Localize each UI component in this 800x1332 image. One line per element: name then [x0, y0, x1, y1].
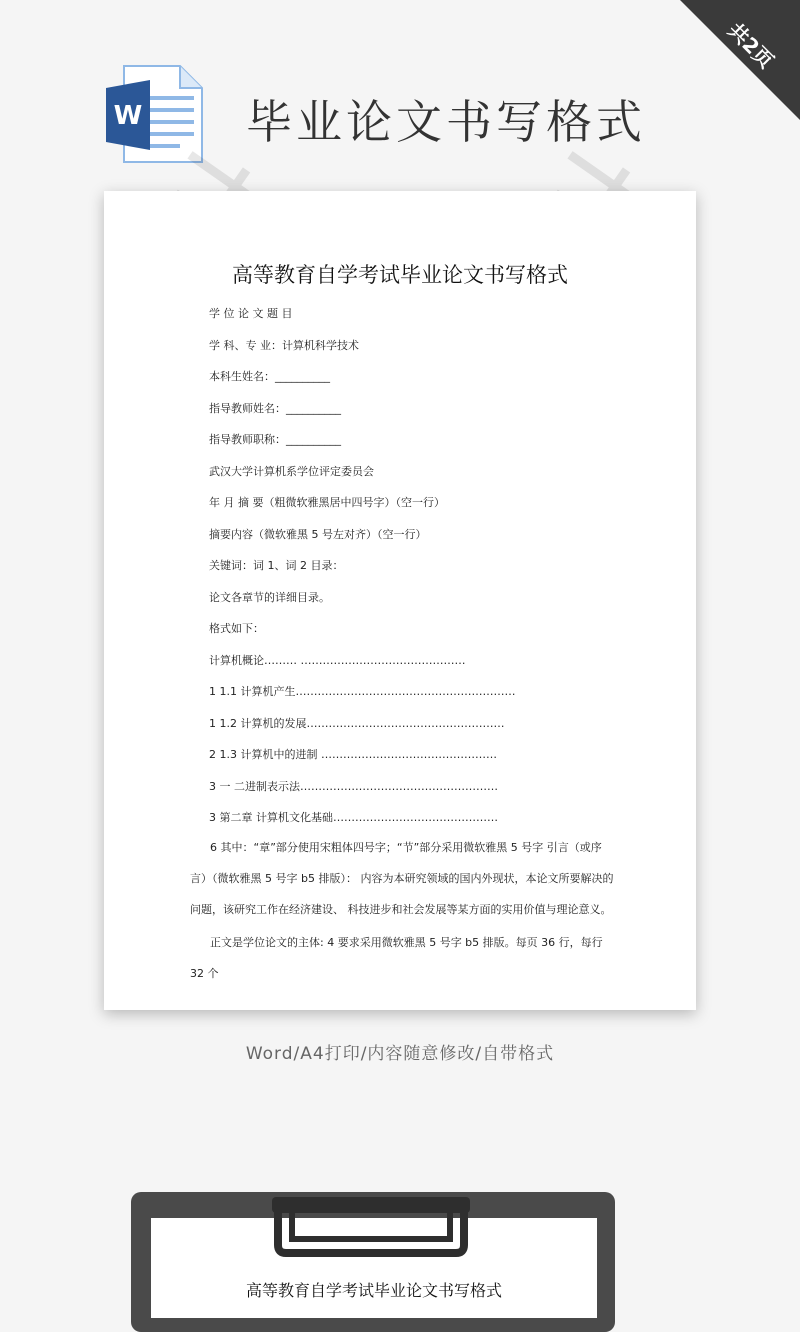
doc-line: 指导教师姓名：__________ — [209, 402, 341, 415]
doc-line: 学 科、专 业：计算机科学技术 — [209, 339, 359, 352]
toc-line: 3 第二章 计算机文化基础……………………………………… — [209, 811, 498, 824]
doc-line: 年 月 摘 要（粗微软雅黑居中四号字）（空一行） — [209, 496, 445, 509]
clipboard-clip-icon — [268, 1195, 474, 1257]
body-paragraph: 正文是学位论文的主体: 4 要求采用微软雅黑 5 号字 b5 排版。每页 36 行，每行 32 个 — [190, 936, 603, 980]
feature-caption: Word/A4打印/内容随意修改/自带格式 — [245, 1044, 555, 1064]
doc-line: 指导教师职称：__________ — [209, 433, 341, 446]
doc-line: 摘要内容（微软雅黑 5 号左对齐）（空一行） — [209, 528, 427, 541]
body-paragraph: 6 其中：“章”部分使用宋粗体四号字；“节”部分采用微软雅黑 5 号字 引言（或序言）（微软雅黑 5 号字 b5 排版）： 内容为本研究领域的国内外现状，本论文所要解决的问题，该研究工作在经济建设、 科技进步和社会发展等某方面的实用价值与理论意义。 — [190, 841, 614, 916]
page-title: 毕业论文书写格式 — [246, 95, 646, 149]
word-document-icon — [106, 64, 204, 164]
toc-line: 计算机概论……… ……………………………………… — [209, 654, 466, 667]
toc-line: 1 1.2 计算机的发展……………………………………………… — [209, 717, 505, 730]
toc-line: 3 一 二进制表示法……………………………………………… — [209, 780, 498, 793]
doc-line: 论文各章节的详细目录。 — [209, 591, 330, 604]
preview-document-title: 高等教育自学考试毕业论文书写格式 — [245, 1281, 502, 1300]
doc-line: 关键词：词 1、词 2 目录： — [209, 559, 344, 572]
doc-line: 学 位 论 文 题 目 — [209, 307, 293, 320]
doc-line: 武汉大学计算机系学位评定委员会 — [209, 465, 374, 478]
doc-line: 本科生姓名：__________ — [209, 370, 330, 383]
document-title: 高等教育自学考试毕业论文书写格式 — [232, 263, 568, 287]
page-count-ribbon — [680, 0, 800, 120]
toc-line: 1 1.1 计算机产生…………………………………………………… — [209, 685, 516, 698]
doc-line: 格式如下： — [209, 622, 264, 635]
toc-line: 2 1.3 计算机中的进制 ………………………………………… — [209, 748, 497, 761]
svg-text:W: W — [113, 101, 143, 131]
page-count-text: 共2页 — [723, 18, 779, 74]
document-page-preview — [104, 191, 696, 1010]
